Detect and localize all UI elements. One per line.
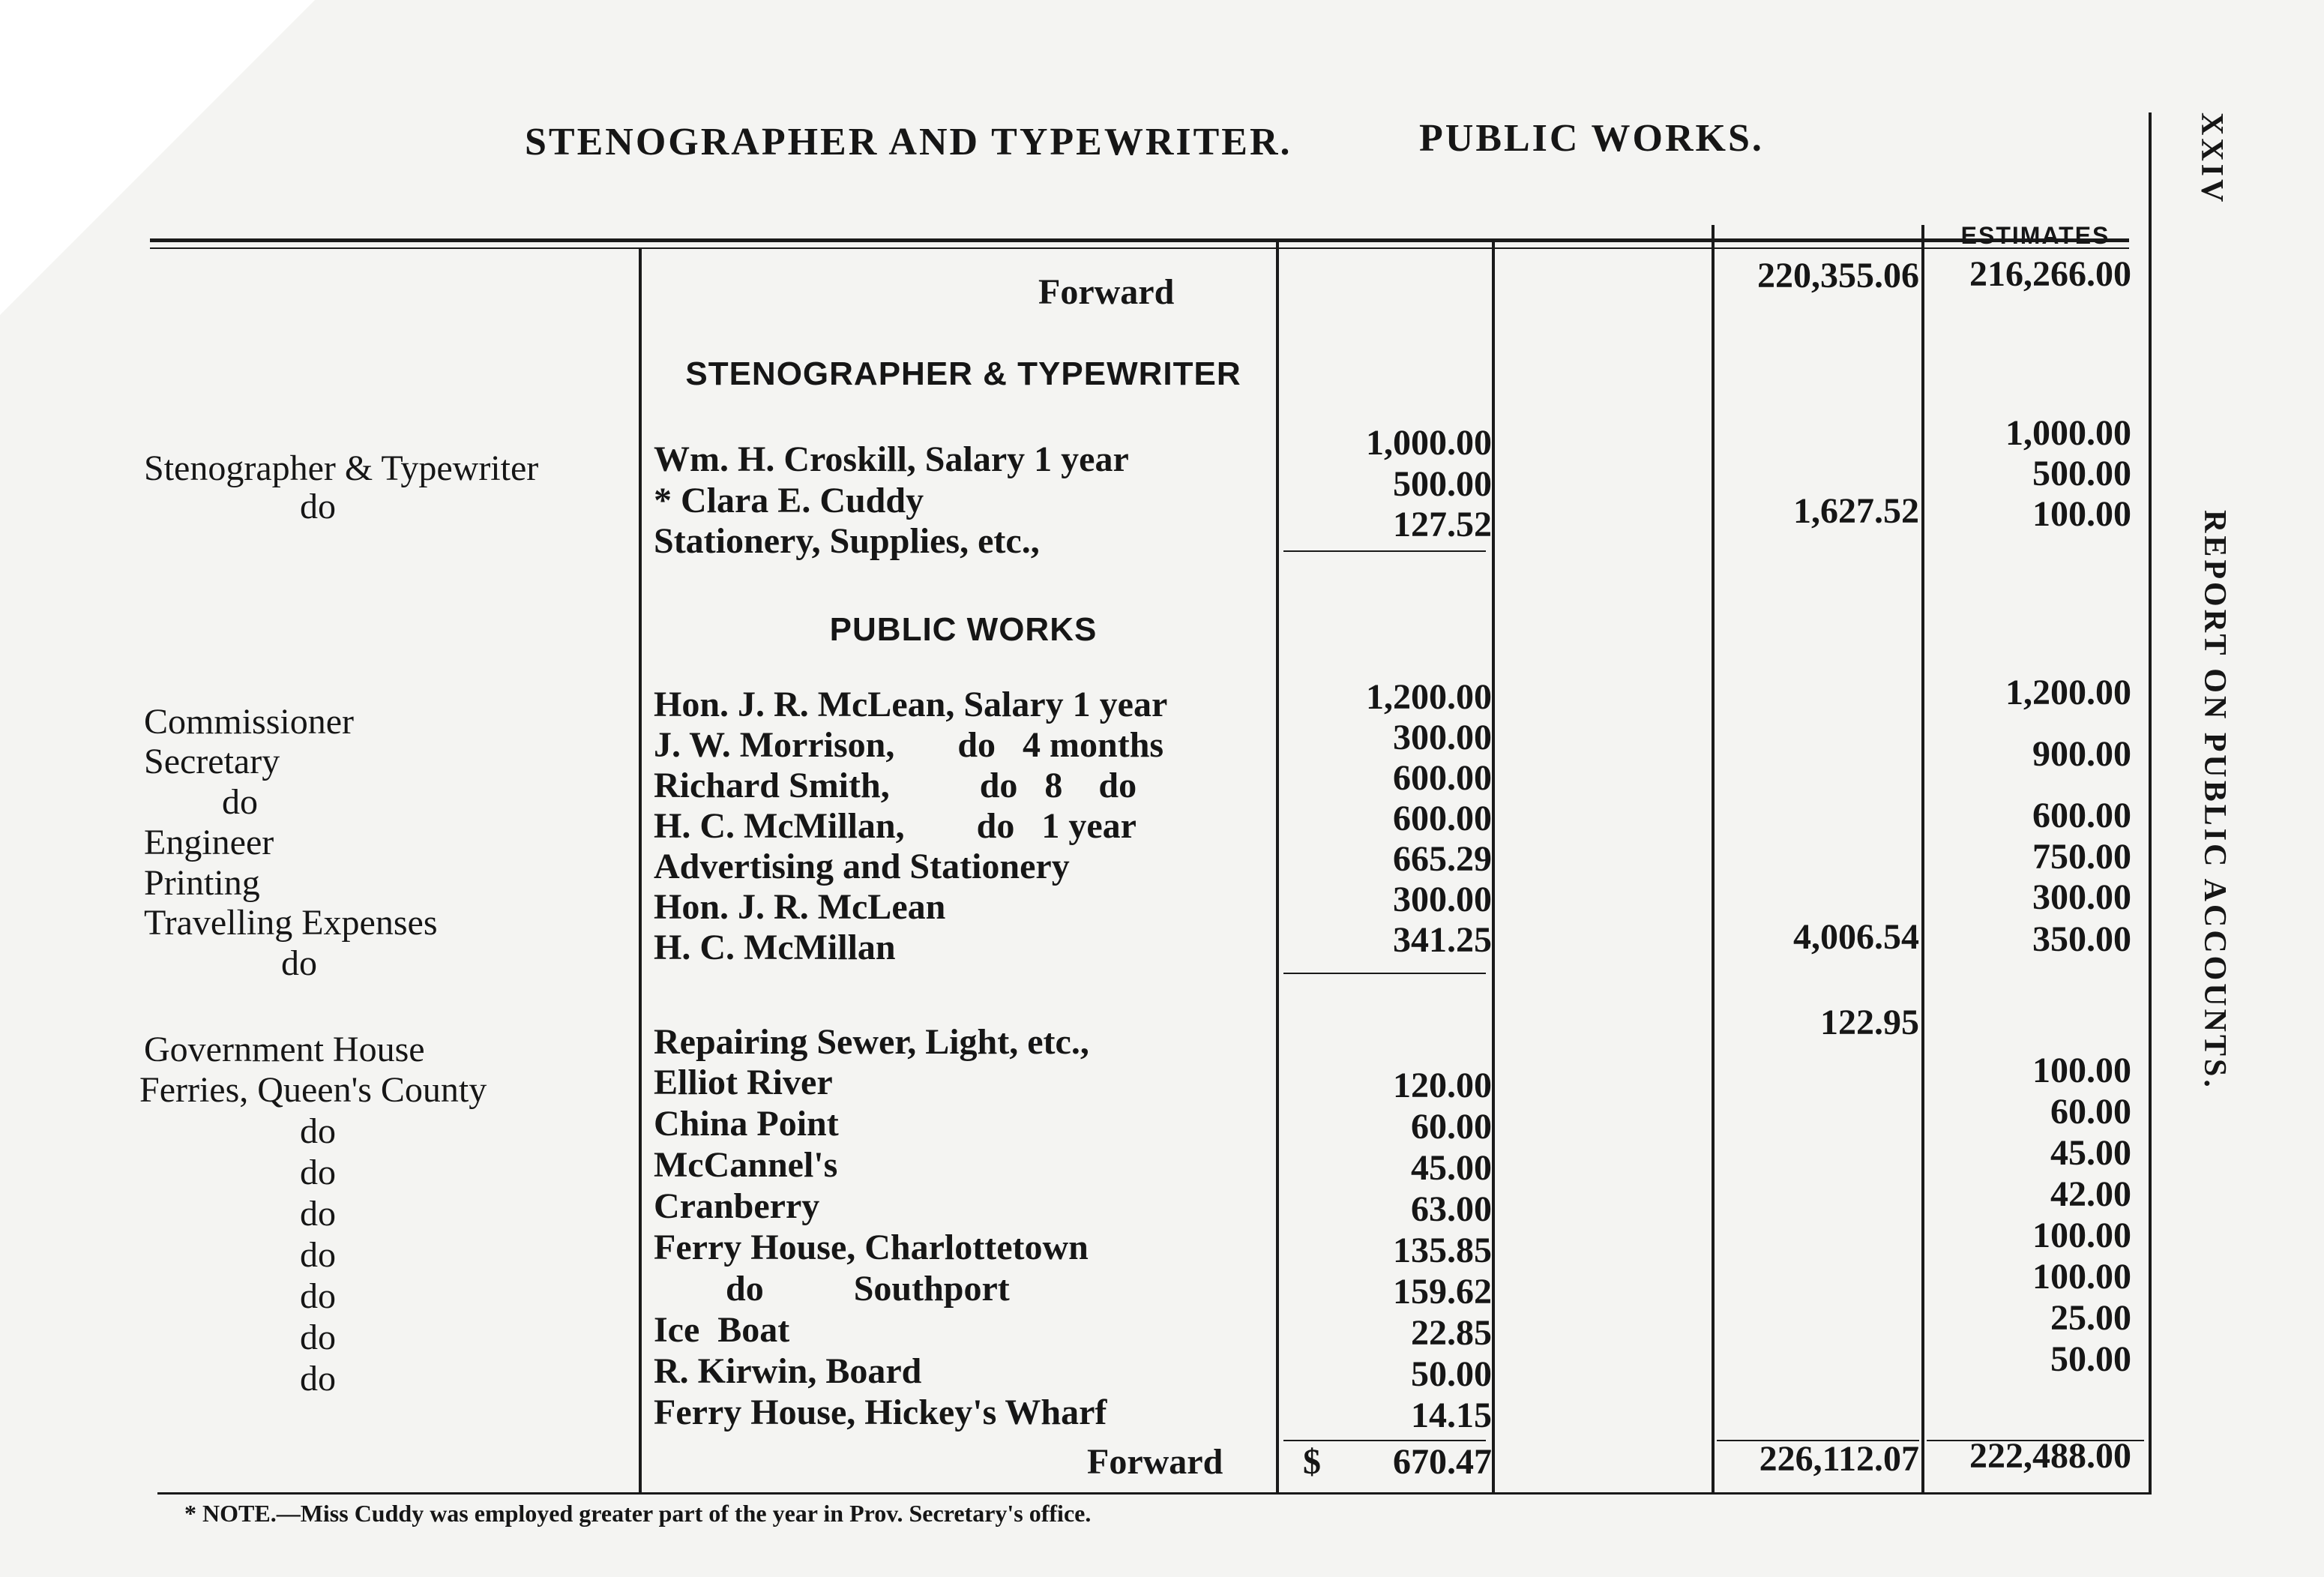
forward-bottom-label: Forward — [1087, 1442, 1223, 1482]
top-rule-thin — [150, 247, 2129, 249]
ferry-row-desc: do Southport — [654, 1269, 1010, 1309]
ferry-row-amount: 14.15 — [1411, 1396, 1492, 1435]
steno-row-total: 1,627.52 — [1793, 491, 1919, 531]
works-row-amount: 1,200.00 — [1366, 677, 1492, 717]
works-row-amount: 665.29 — [1393, 839, 1492, 879]
steno-row-desc: Stationery, Supplies, etc., — [654, 521, 1040, 561]
works-row-amount: 600.00 — [1393, 799, 1492, 838]
column-rule-6 — [2149, 112, 2152, 1492]
forward-bottom-estimate: 222,488.00 — [1969, 1436, 2131, 1476]
works-row-desc: Advertising and Stationery — [654, 847, 1070, 886]
ferry-row-label: do — [300, 1359, 336, 1399]
ferry-row-label: do — [300, 1111, 336, 1151]
forward-top-label: Forward — [1038, 272, 1175, 312]
steno-row-estimate: 1,000.00 — [2005, 413, 2131, 453]
works-row-estimate: 750.00 — [2032, 837, 2131, 877]
ferry-row-label: Ferries, Queen's County — [139, 1070, 487, 1110]
ferry-row-estimate: 100.00 — [2032, 1216, 2131, 1255]
column-rule-4 — [1712, 225, 1715, 1492]
currency-symbol: $ — [1303, 1442, 1321, 1482]
header-left: STENOGRAPHER AND TYPEWRITER. — [525, 121, 1292, 163]
works-row-desc: H. C. McMillan, do 1 year — [654, 806, 1137, 846]
govhouse-total: 122.95 — [1820, 1003, 1919, 1042]
ferry-row-desc: Ferry House, Charlottetown — [654, 1228, 1089, 1267]
ferry-row-estimate: 100.00 — [2032, 1257, 2131, 1297]
works-subtotal-rule — [1283, 973, 1486, 974]
ferry-row-desc: China Point — [654, 1104, 839, 1144]
steno-row-estimate: 500.00 — [2032, 454, 2131, 493]
ferry-row-amount: 63.00 — [1411, 1189, 1492, 1229]
ferry-row-estimate: 42.00 — [2050, 1174, 2131, 1214]
ferry-row-amount: 50.00 — [1411, 1354, 1492, 1394]
works-row-label: Commissioner — [144, 702, 355, 742]
works-row-desc: H. C. McMillan — [654, 928, 896, 967]
ferry-row-amount: 159.62 — [1393, 1272, 1492, 1312]
works-row-estimate: 900.00 — [2032, 734, 2131, 774]
works-row-amount: 300.00 — [1393, 718, 1492, 757]
forward-top-estimate: 216,266.00 — [1969, 254, 2131, 294]
ferry-row-desc: McCannel's — [654, 1145, 838, 1185]
ferry-row-desc: R. Kirwin, Board — [654, 1351, 922, 1391]
works-row-estimate: 1,200.00 — [2005, 673, 2131, 712]
ferry-row-desc: Ferry House, Hickey's Wharf — [654, 1393, 1107, 1432]
steno-row-amount: 1,000.00 — [1366, 423, 1492, 463]
works-row-amount: 300.00 — [1393, 880, 1492, 919]
works-row-label: do — [281, 943, 317, 983]
steno-row-label: do — [300, 487, 336, 526]
ferry-row-amount: 135.85 — [1393, 1231, 1492, 1270]
ferry-row-desc: Elliot River — [654, 1063, 833, 1102]
steno-row-amount: 500.00 — [1393, 464, 1492, 504]
steno-row-label: Stenographer & Typewriter — [144, 448, 539, 488]
section-steno-title: STENOGRAPHER & TYPEWRITER — [685, 355, 1241, 392]
ferry-row-label: do — [300, 1318, 336, 1357]
forward-top-total: 220,355.06 — [1757, 256, 1919, 295]
works-row-desc: Hon. J. R. McLean — [654, 887, 946, 927]
works-row-desc: Richard Smith, do 8 do — [654, 766, 1137, 805]
ferry-row-estimate: 25.00 — [2050, 1298, 2131, 1338]
steno-row-estimate: 100.00 — [2032, 494, 2131, 534]
top-rule-thick — [150, 238, 2129, 242]
bottom-rule — [157, 1492, 2152, 1495]
ferry-row-amount: 45.00 — [1411, 1148, 1492, 1188]
page-number: XXIV — [2194, 112, 2229, 205]
works-row-label: Engineer — [144, 823, 274, 862]
section-works-title: PUBLIC WORKS — [829, 611, 1098, 648]
works-row-amount: 341.25 — [1393, 920, 1492, 960]
column-rule-1 — [639, 247, 642, 1492]
govhouse-desc: Repairing Sewer, Light, etc., — [654, 1022, 1089, 1062]
estimates-header: ESTIMATES — [1960, 222, 2110, 249]
footnote: * NOTE.—Miss Cuddy was employed greater part of the year in Prov. Secretary's office. — [184, 1500, 1092, 1527]
works-row-desc: Hon. J. R. McLean, Salary 1 year — [654, 685, 1168, 724]
govhouse-label: Government House — [144, 1030, 425, 1069]
works-row-label: do — [222, 782, 258, 822]
steno-row-amount: 127.52 — [1393, 505, 1492, 544]
ferry-row-label: do — [300, 1194, 336, 1234]
works-row-estimate: 300.00 — [2032, 877, 2131, 917]
works-row-desc: J. W. Morrison, do 4 months — [654, 725, 1164, 765]
ferry-row-label: do — [300, 1235, 336, 1275]
ferry-row-estimate: 45.00 — [2050, 1133, 2131, 1173]
ferry-row-estimate: 50.00 — [2050, 1339, 2131, 1379]
steno-subtotal-rule — [1283, 550, 1486, 552]
ferry-row-amount: 22.85 — [1411, 1313, 1492, 1353]
works-row-estimate: 350.00 — [2032, 919, 2131, 959]
ferry-row-amount: 60.00 — [1411, 1107, 1492, 1147]
steno-row-desc: * Clara E. Cuddy — [654, 481, 924, 520]
column-rule-2 — [1276, 238, 1279, 1492]
works-row-amount: 600.00 — [1393, 758, 1492, 798]
works-row-label: Travelling Expenses — [144, 903, 438, 943]
ferry-row-label: do — [300, 1276, 336, 1316]
works-row-label: Printing — [144, 863, 260, 903]
running-title: REPORT ON PUBLIC ACCOUNTS. — [2197, 510, 2232, 1090]
ferry-row-amount: 120.00 — [1393, 1066, 1492, 1105]
page-corner-fold — [0, 0, 315, 315]
header-right: PUBLIC WORKS. — [1419, 117, 1764, 160]
works-row-label: Secretary — [144, 742, 280, 781]
works-row-total: 4,006.54 — [1793, 917, 1919, 957]
forward-bottom-amount: 670.47 — [1393, 1442, 1492, 1482]
works-row-estimate: 600.00 — [2032, 796, 2131, 835]
ferry-row-label: do — [300, 1153, 336, 1192]
steno-row-desc: Wm. H. Croskill, Salary 1 year — [654, 439, 1129, 479]
ferry-row-estimate: 100.00 — [2032, 1051, 2131, 1090]
ferry-row-desc: Cranberry — [654, 1186, 820, 1226]
column-rule-3 — [1492, 238, 1495, 1492]
ferry-row-estimate: 60.00 — [2050, 1092, 2131, 1132]
ferry-row-desc: Ice Boat — [654, 1310, 790, 1350]
forward-bottom-total: 226,112.07 — [1759, 1439, 1919, 1479]
